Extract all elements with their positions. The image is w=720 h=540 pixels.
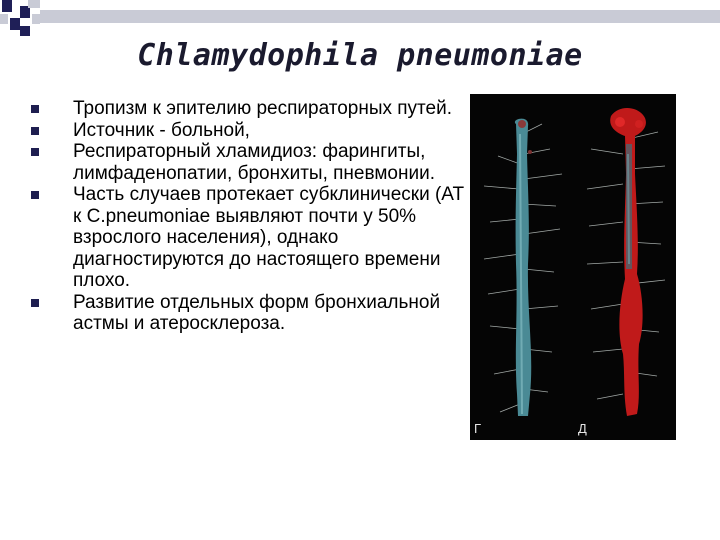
bullet-text: Развитие отдельных форм бронхиальной астмы и атеросклероза.	[73, 291, 441, 334]
bullet-item	[28, 141, 468, 184]
bullet-list	[28, 98, 468, 335]
square-bullet-icon	[31, 127, 39, 135]
bullet-item	[28, 120, 468, 142]
artery-photo-teal	[470, 94, 573, 440]
image-label-g: Г	[474, 421, 482, 436]
square-bullet-icon	[31, 299, 39, 307]
bullet-item	[28, 184, 468, 292]
bullet-text: Тропизм к эпителию респираторных путей.	[73, 98, 453, 119]
artery-photo-red	[573, 94, 676, 440]
bullet-text: Респираторный хламидиоз: фарингиты, лимфаденопатии, бронхиты, пневмонии.	[73, 141, 435, 184]
square-bullet-icon	[31, 105, 39, 113]
bullet-item	[28, 292, 468, 335]
bullet-item	[28, 98, 468, 120]
slide-title: Chlamydophila pneumoniae	[137, 38, 583, 73]
square-bullet-icon	[31, 191, 39, 199]
bullet-text: Источник - больной,	[73, 119, 250, 141]
bullet-text: Часть случаев протекает субклинически (АТ к C.pneumoniae выявляют почти у 50% взрослого населения), однако диагностируются до настоящего времени плохо.	[73, 184, 465, 291]
square-bullet-icon	[31, 148, 39, 156]
image-label-d: Д	[578, 421, 587, 436]
